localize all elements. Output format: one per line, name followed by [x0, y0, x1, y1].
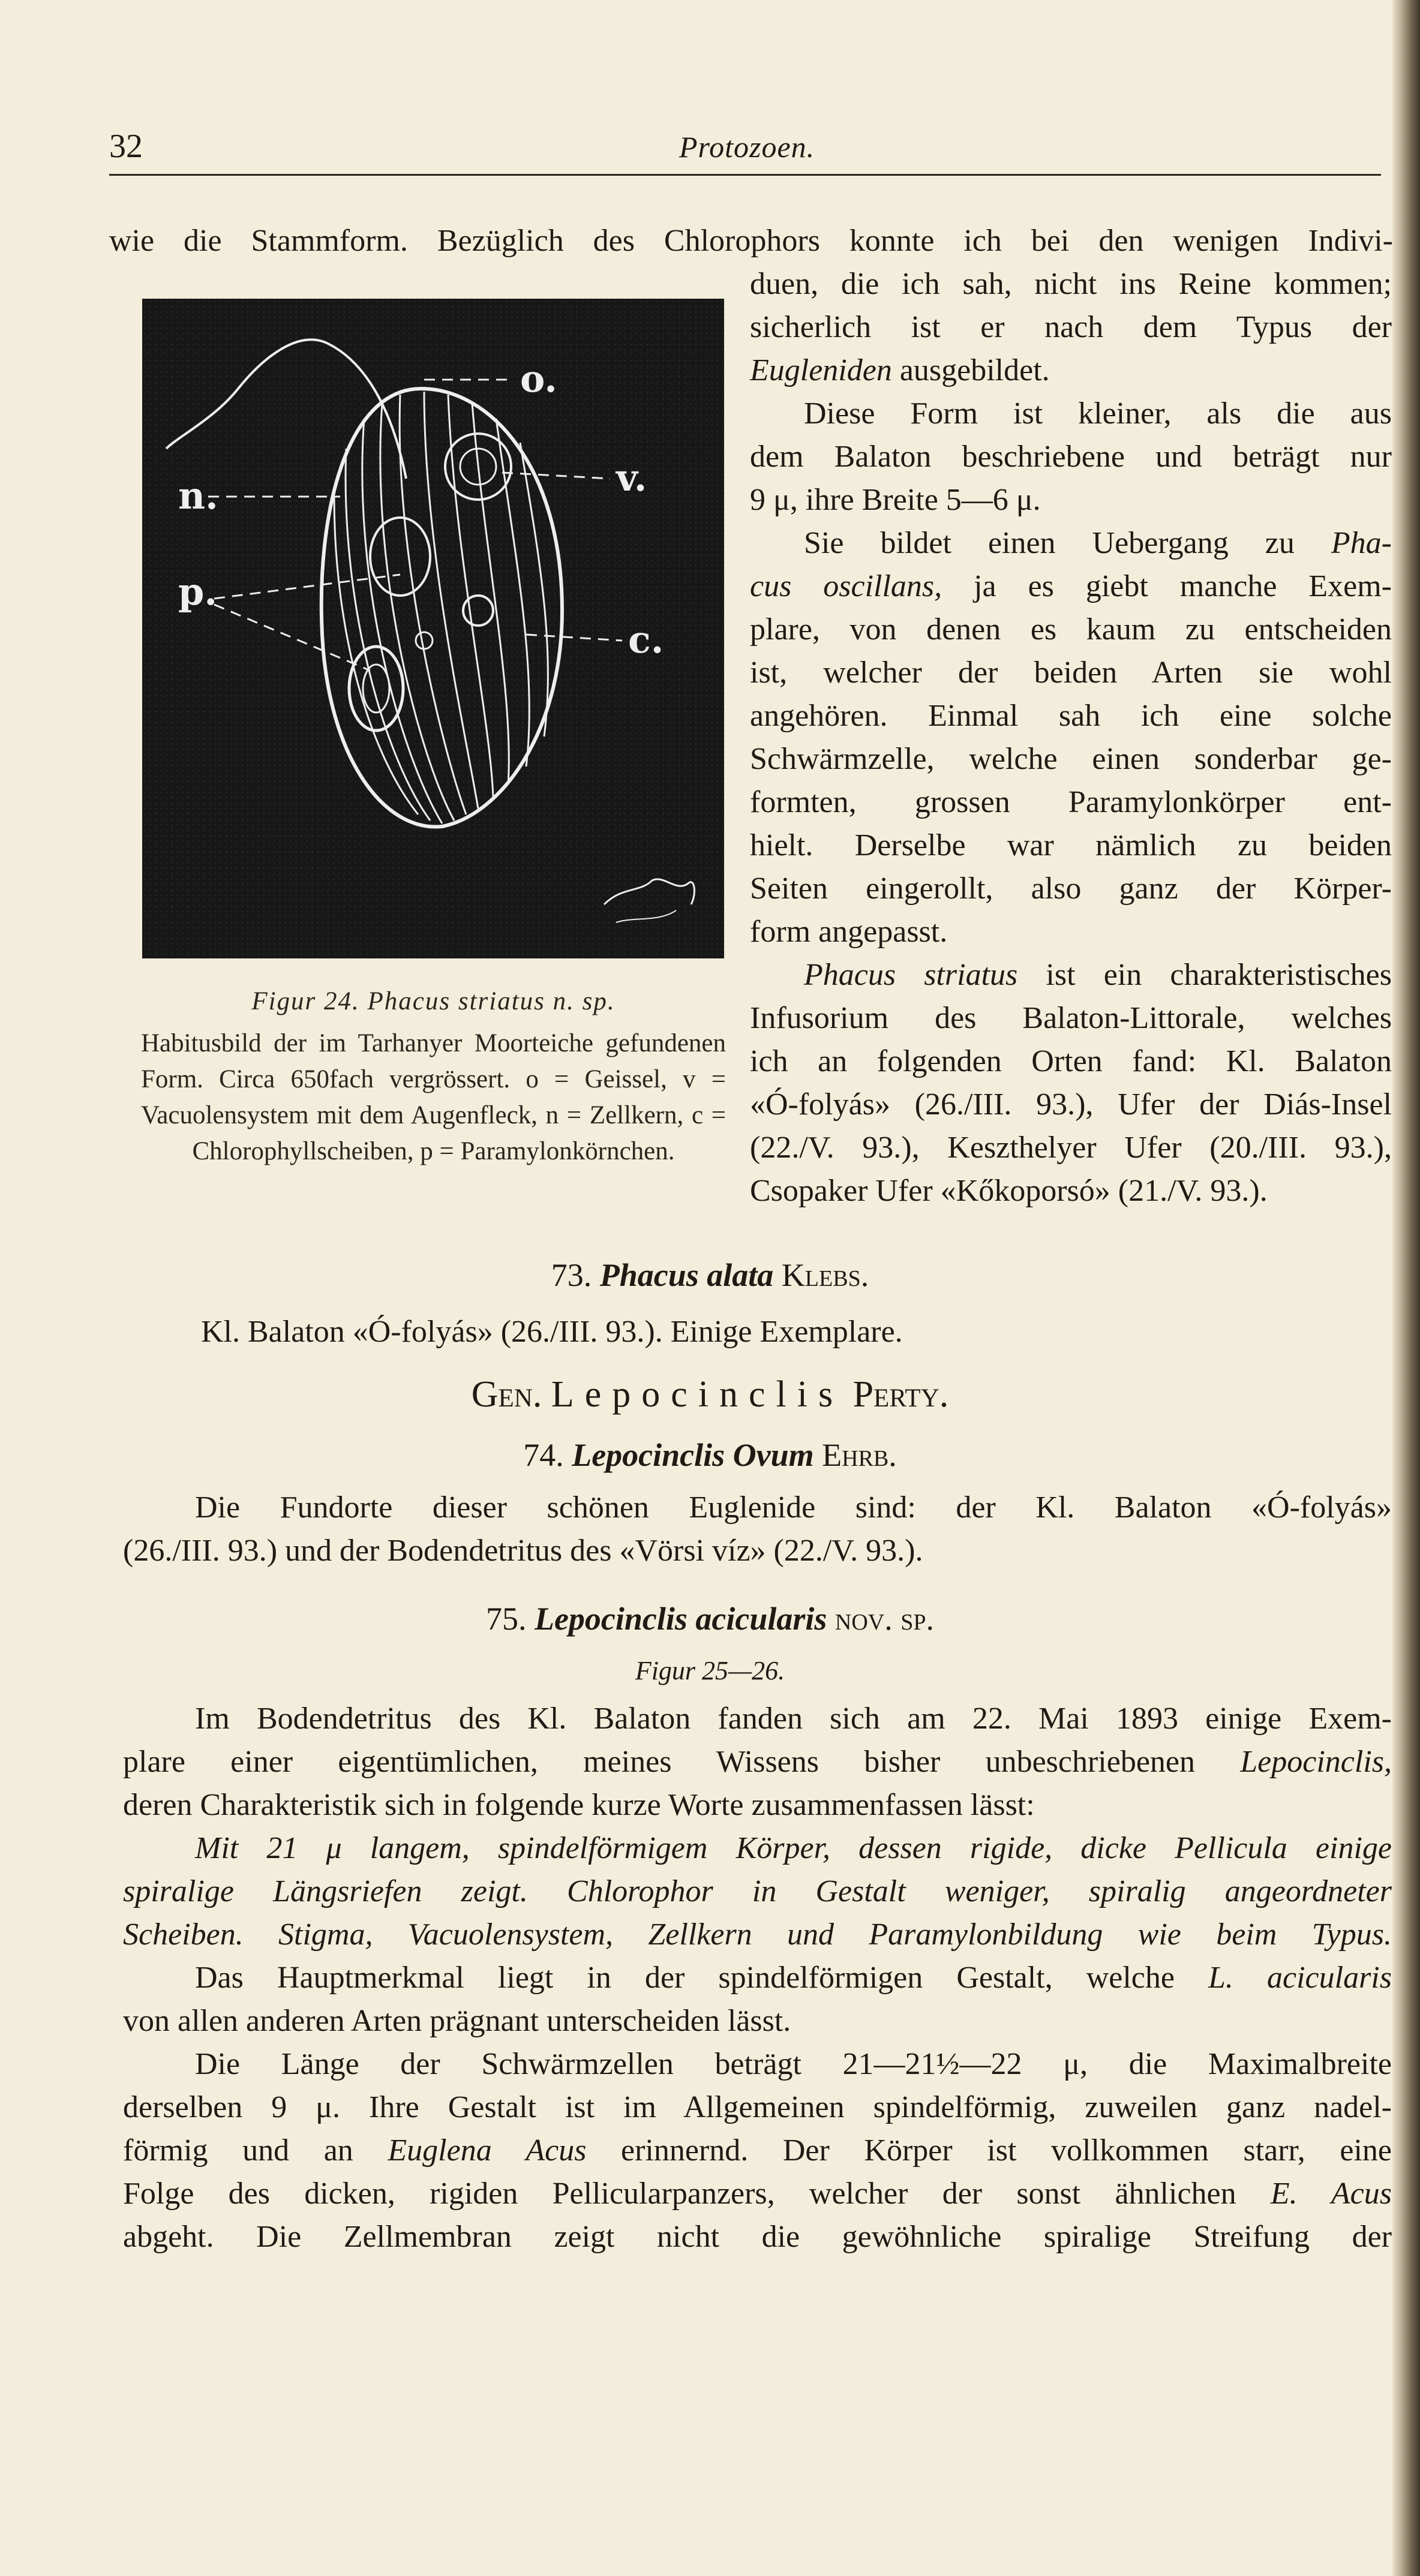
species-name: Phacus alata — [599, 1257, 774, 1293]
figure-illustration — [142, 299, 724, 958]
text-line: Kl. Balaton «Ó-folyás» (26./III. 93.). Einige Exemplare. — [201, 1315, 903, 1349]
figure-label-n: n. — [178, 474, 218, 518]
page-number: 32 — [109, 128, 143, 165]
genus-author: Perty. — [852, 1374, 949, 1415]
figure-label-v: v. — [616, 456, 647, 500]
italic-term: L. acicularis — [1208, 1961, 1392, 1995]
species-author: Ehrb. — [822, 1437, 897, 1473]
figure-label-o: o. — [520, 357, 557, 401]
text-line: «Ó-folyás» (26./III. 93.), Ufer der Diás-Insel — [750, 1087, 1392, 1122]
text-line — [123, 2172, 1392, 2216]
genus-prefix: Gen. — [471, 1374, 542, 1415]
sec73-text — [201, 1310, 1341, 1354]
text-line — [750, 349, 1392, 392]
species-number: 74. — [523, 1437, 564, 1473]
text-line: Infusorium des Balaton-Littorale, welches — [750, 1001, 1392, 1035]
species-heading-73 — [0, 1257, 1420, 1294]
text-line — [123, 1956, 1392, 2000]
caption-body: Habitusbild der im Tarhanyer Moorteiche gefundenen Form. Circa 650fach vergrössert. o = Geissel, v = Vacuolensystem mit dem Augenfleck, n = Zellkern, c = Chlorophyllscheiben, p = Paramylonkörnchen. — [141, 1029, 726, 1165]
figure-label-c: c. — [628, 618, 664, 662]
text-span: plare einer eigentümlichen, meines Wissens bisher unbeschriebenen — [123, 1745, 1241, 1779]
text-line: dem Balaton beschriebene und beträgt nur — [750, 440, 1392, 474]
text-line — [750, 954, 1392, 997]
right-column-text — [750, 263, 1392, 1213]
diagnosis-line: Mit 21 μ langem, spindelförmigem Körper, dessen rigide, dicke Pellicula einige — [195, 1831, 1392, 1865]
italic-term: Phacus striatus — [804, 958, 1018, 992]
species-number: 73. — [551, 1257, 592, 1293]
sec74-text — [123, 1486, 1392, 1573]
text-span: ja es giebt manche Exem- — [942, 569, 1392, 603]
species-name: Lepocinclis acicularis — [534, 1601, 827, 1637]
text-span: erinnernd. Der Körper ist vollkommen starr, eine — [586, 2133, 1392, 2168]
text-line — [750, 565, 1392, 608]
genus-name: Lepocinclis — [551, 1374, 844, 1415]
running-head: Protozoen. — [679, 130, 815, 164]
species-heading-74 — [0, 1436, 1420, 1474]
italic-term: Lepocinclis, — [1240, 1745, 1392, 1779]
text-span: Sie bildet einen Uebergang zu — [804, 526, 1331, 560]
text-line-intro — [109, 220, 1393, 263]
text-line — [750, 522, 1392, 565]
text-line: angehören. Einmal sah ich eine solche — [750, 699, 1392, 733]
text-line: sicherlich ist er nach dem Typus der — [750, 310, 1392, 344]
text-line: Seiten eingerollt, also ganz der Körper- — [750, 871, 1392, 906]
italic-term: Euglena Acus — [388, 2133, 587, 2168]
species-author: Klebs. — [781, 1257, 869, 1293]
text-line: Diese Form ist kleiner, als die aus — [804, 396, 1392, 431]
figure-phacus-striatus — [142, 299, 724, 958]
text-line: von allen anderen Arten prägnant unterscheiden lässt. — [123, 2004, 791, 2038]
text-line: ich an folgenden Orten fand: Kl. Balaton — [750, 1044, 1392, 1078]
text-line: Im Bodendetritus des Kl. Balaton fanden sich am 22. Mai 1893 einige Exem- — [195, 1702, 1392, 1736]
species-number: 75. — [485, 1601, 527, 1637]
species-name: Lepocinclis Ovum — [572, 1437, 814, 1473]
text-line — [123, 1741, 1392, 1784]
text-line: hielt. Derselbe war nämlich zu beiden — [750, 828, 1392, 862]
text-line: (22./V. 93.), Keszthelyer Ufer (20./III. 93.), — [750, 1131, 1392, 1165]
text-line: deren Charakteristik sich in folgende kurze Worte zusammenfassen lässt: — [123, 1788, 1035, 1822]
species-heading-75 — [0, 1600, 1420, 1637]
text-line: duen, die ich sah, nicht ins Reine kommen; — [750, 267, 1392, 301]
caption-title: Figur 24. Phacus striatus n. sp. — [251, 987, 616, 1015]
diagnosis-line: Scheiben. Stigma, Vacuolensystem, Zellkern und Paramylonbildung wie beim Typus. — [123, 1917, 1392, 1952]
sec75-text — [123, 1697, 1392, 2259]
header-rule — [109, 174, 1381, 176]
text-line: plare, von denen es kaum zu entscheiden — [750, 612, 1392, 647]
italic-term: Eugleniden — [750, 353, 892, 387]
text-line: Die Fundorte dieser schönen Euglenide sind: der Kl. Balaton «Ó-folyás» — [195, 1490, 1392, 1525]
italic-term: Pha- — [1331, 526, 1392, 560]
page-header — [109, 127, 1399, 175]
italic-term: E. Acus — [1270, 2177, 1392, 2211]
text-line: abgeht. Die Zellmembran zeigt nicht die gewöhnliche spiralige Streifung der — [123, 2220, 1392, 2254]
text-line: Die Länge der Schwärmzellen beträgt 21—21½—22 μ, die Maximalbreite — [195, 2047, 1392, 2081]
text-line: Schwärmzelle, welche einen sonderbar ge- — [750, 742, 1392, 776]
species-author: nov. sp. — [834, 1601, 935, 1637]
text-line: Csopaker Ufer «Kőkoporsó» (21./V. 93.). — [750, 1174, 1268, 1208]
text-span: Folge des dicken, rigiden Pellicularpanzers, welcher der sonst ähnlichen — [123, 2177, 1271, 2211]
text-line — [123, 2129, 1392, 2172]
genus-heading — [0, 1373, 1420, 1416]
figure-reference: Figur 25—26. — [635, 1656, 785, 1685]
figure-label-p: p. — [178, 570, 217, 614]
text-line: formten, grossen Paramylonkörper ent- — [750, 785, 1392, 819]
figure-caption — [141, 984, 726, 1170]
text-span: ausgebildet. — [891, 353, 1050, 387]
text-line: derselben 9 μ. Ihre Gestalt ist im Allgemeinen spindelförmig, zuweilen ganz nadel- — [123, 2090, 1392, 2124]
italic-term: cus oscillans, — [750, 569, 942, 603]
diagnosis-line: spiralige Längsriefen zeigt. Chlorophor in Gestalt weniger, spiralig angeordneter — [123, 1874, 1392, 1908]
intro-line: wie die Stammform. Bezüglich des Chlorophors konnte ich bei den wenigen Indivi- — [109, 224, 1393, 258]
text-line: (26./III. 93.) und der Bodendetritus des «Vörsi víz» (22./V. 93.). — [123, 1534, 923, 1568]
text-span: förmig und an — [123, 2133, 388, 2168]
text-line: ist, welcher der beiden Arten sie wohl — [750, 656, 1392, 690]
text-line: form angepasst. — [750, 915, 948, 949]
text-line: 9 μ, ihre Breite 5—6 μ. — [750, 483, 1041, 517]
text-span: Das Hauptmerkmal liegt in der spindelförmigen Gestalt, welche — [195, 1961, 1209, 1995]
text-span: ist ein charakteristisches — [1017, 958, 1392, 992]
